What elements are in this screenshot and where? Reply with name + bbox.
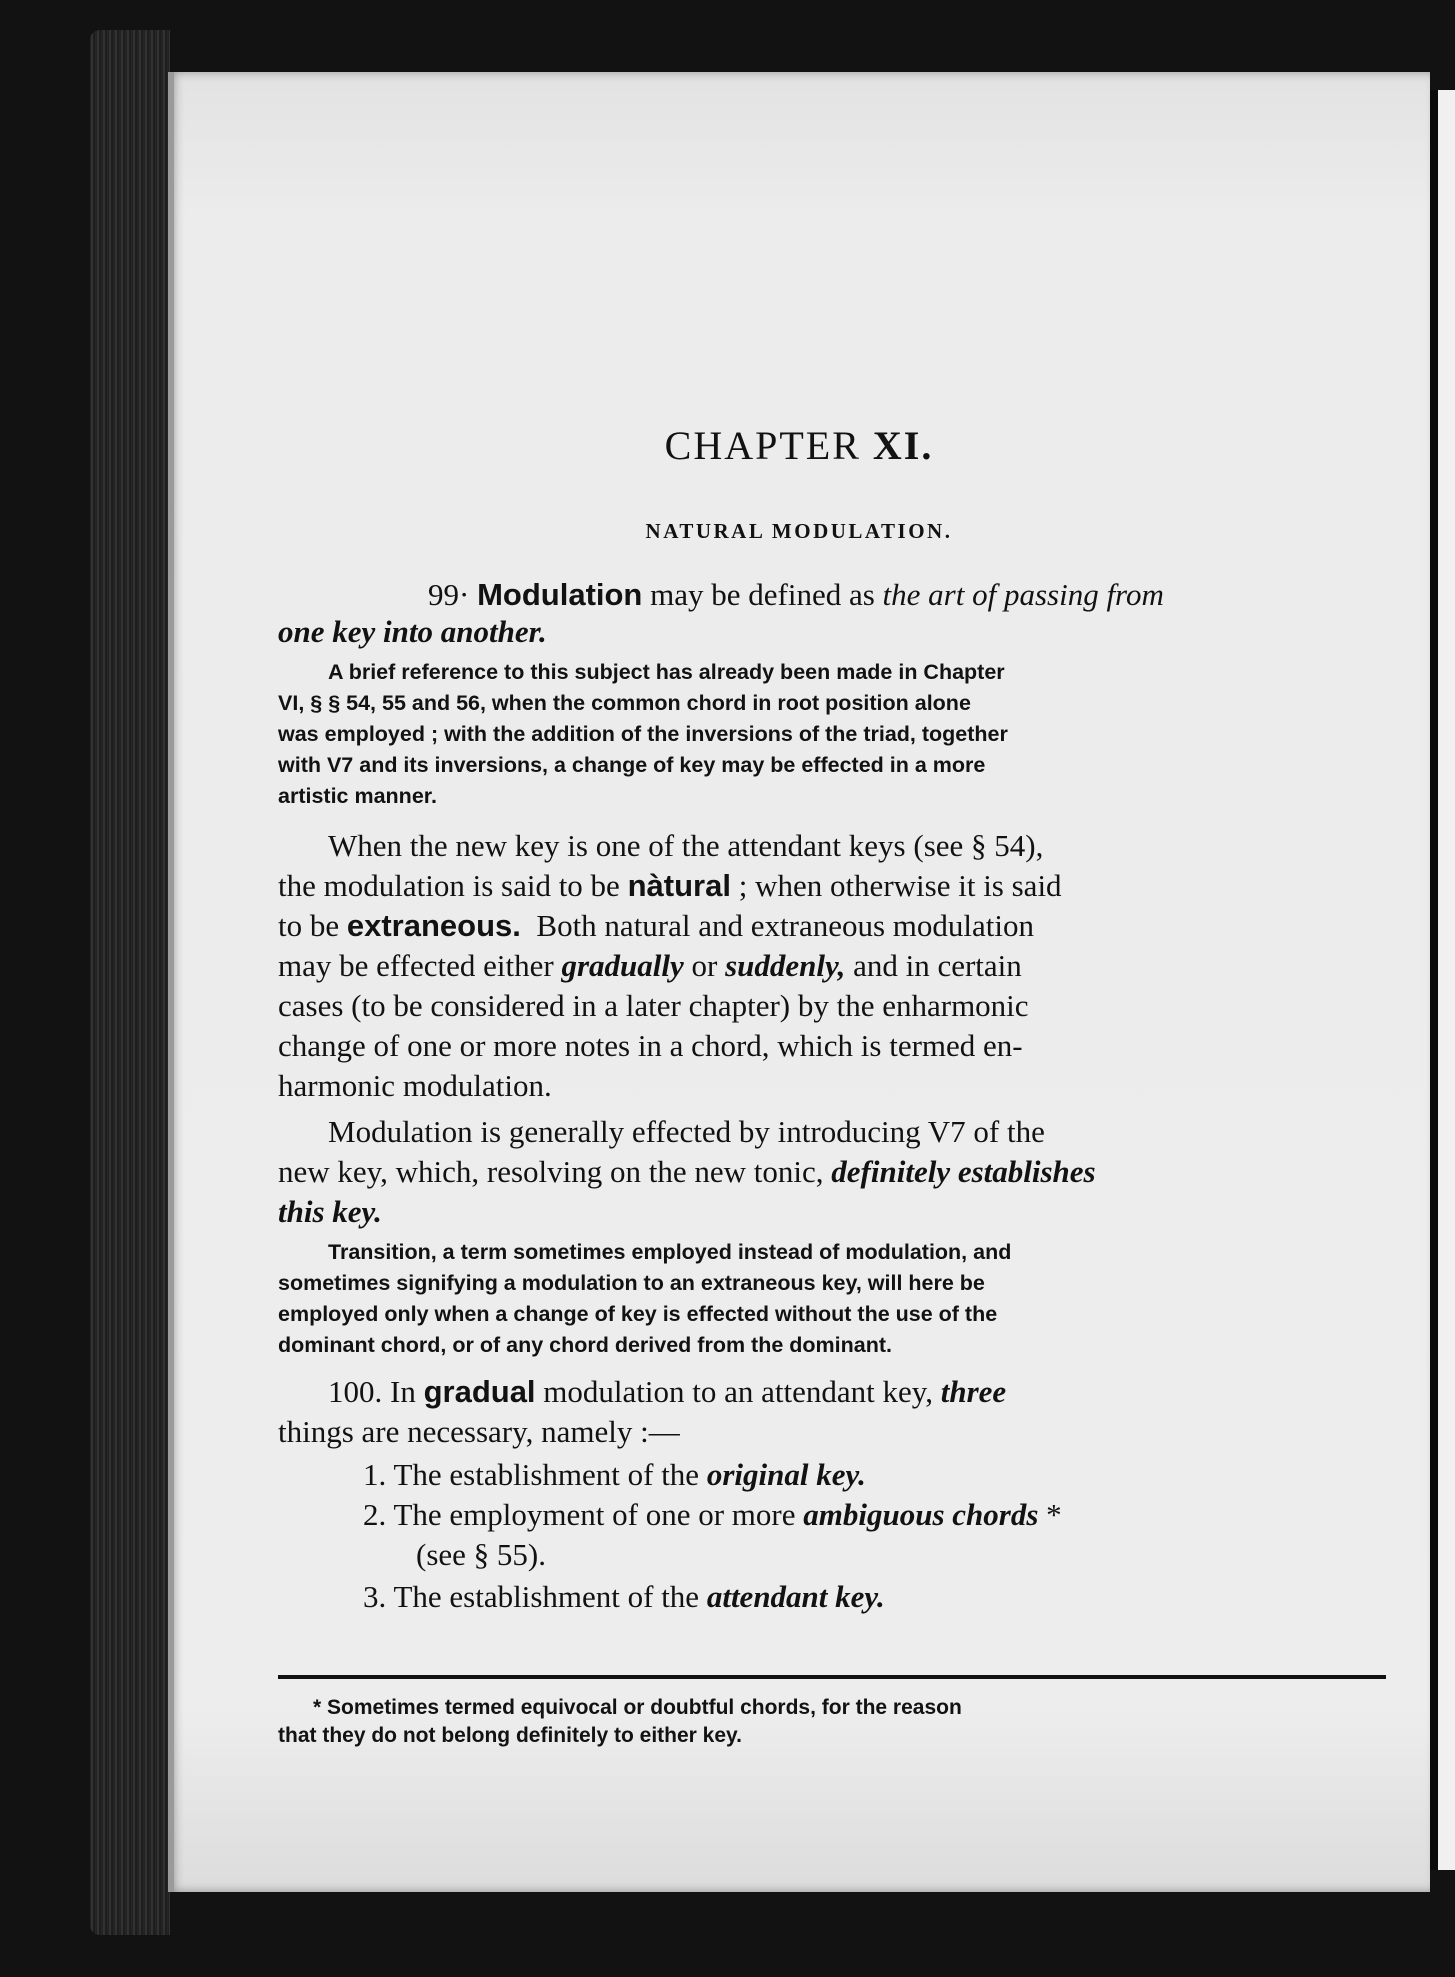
para-line — [278, 1152, 1096, 1192]
note-line: A brief reference to this subject has already been made in Chapter — [328, 660, 1005, 684]
list-item-cont: (see § 55). — [416, 1537, 546, 1572]
para-term: Modulation — [477, 577, 643, 612]
list-text: The employment of one or more — [393, 1497, 796, 1532]
para-text: or — [691, 948, 718, 983]
para-number: 99· — [428, 577, 470, 612]
footnote-marker: * — [1046, 1497, 1062, 1532]
para-text: modulation to an attendant key, — [543, 1374, 933, 1409]
para-line: harmonic modulation. — [278, 1068, 552, 1103]
list-emphasis: original key. — [706, 1457, 866, 1492]
para-line: things are necessary, namely :— — [278, 1414, 680, 1449]
para-emphasis: definitely establishes — [831, 1154, 1096, 1189]
para-line: cases (to be considered in a later chapter) by the enharmonic — [278, 988, 1029, 1023]
para-line — [328, 1372, 1006, 1412]
note-line: VI, § § 54, 55 and 56, when the common chord in root position alone — [278, 691, 971, 715]
note-line: sometimes signifying a modulation to an extraneous key, will here be — [278, 1271, 985, 1295]
note-line: dominant chord, or of any chord derived from the dominant. — [278, 1333, 892, 1357]
list-emphasis: ambiguous chords — [803, 1497, 1039, 1532]
book-fore-edge — [90, 30, 170, 1935]
para-text: ; when otherwise it is said — [738, 868, 1062, 903]
footnote-line: that they do not belong definitely to either key. — [278, 1724, 742, 1747]
para-line: Modulation is generally effected by introducing V7 of the — [328, 1114, 1045, 1149]
para-line — [278, 866, 1062, 906]
term-gradually: gradually — [561, 948, 684, 983]
para-text: new key, which, resolving on the new tonic, — [278, 1154, 824, 1189]
term-suddenly: suddenly, — [725, 948, 846, 983]
list-number: 2. — [363, 1497, 387, 1532]
para-line — [278, 906, 1034, 946]
list-item — [363, 1577, 885, 1617]
para-definition-cont: one key into another. — [278, 614, 547, 649]
note-line: with V7 and its inversions, a change of key may be effected in a more — [278, 753, 986, 777]
list-text: The establishment of the — [393, 1579, 700, 1614]
para-text: may be effected either — [278, 948, 554, 983]
chapter-number: XI. — [872, 423, 934, 468]
footnote-line: * Sometimes termed equivocal or doubtful chords, for the reason — [313, 1696, 962, 1719]
list-item — [363, 1495, 1062, 1535]
para-definition: the art of passing from — [882, 577, 1164, 612]
para-text: In — [390, 1374, 416, 1409]
para-text: the modulation is said to be — [278, 868, 620, 903]
footnote-rule — [278, 1675, 1386, 1679]
para-text: to be — [278, 908, 340, 943]
para-number: 100. — [328, 1374, 383, 1409]
chapter-label: CHAPTER — [664, 423, 861, 468]
note-line: was employed ; with the addition of the inversions of the triad, together — [278, 722, 1008, 746]
para-line — [278, 946, 1022, 986]
list-number: 1. — [363, 1457, 387, 1492]
list-number: 3. — [363, 1579, 387, 1614]
term-extraneous: extraneous. — [346, 908, 521, 943]
para-line: change of one or more notes in a chord, which is termed en- — [278, 1028, 1023, 1063]
term-gradual: gradual — [423, 1374, 536, 1409]
list-emphasis: attendant key. — [706, 1579, 885, 1614]
para-emphasis: three — [940, 1374, 1007, 1409]
para-text: may be defined as — [650, 577, 875, 612]
page-binding-edge — [168, 72, 174, 1892]
note-line: artistic manner. — [278, 784, 437, 808]
section-heading: NATURAL MODULATION. — [645, 519, 953, 543]
list-text: The establishment of the — [393, 1457, 700, 1492]
para-text: and in certain — [853, 948, 1022, 983]
term-natural: nàtural — [627, 868, 731, 903]
chapter-title — [168, 422, 1430, 469]
para-line: When the new key is one of the attendant keys (see § 54), — [328, 828, 1044, 863]
note-line: Transition, a term sometimes employed instead of modulation, and — [328, 1240, 1012, 1264]
para-text: Both natural and extraneous modulation — [536, 908, 1034, 943]
note-line: employed only when a change of key is effected without the use of the — [278, 1302, 998, 1326]
list-item — [363, 1455, 866, 1495]
book-page — [168, 72, 1430, 1892]
para-emphasis: this key. — [278, 1194, 382, 1229]
